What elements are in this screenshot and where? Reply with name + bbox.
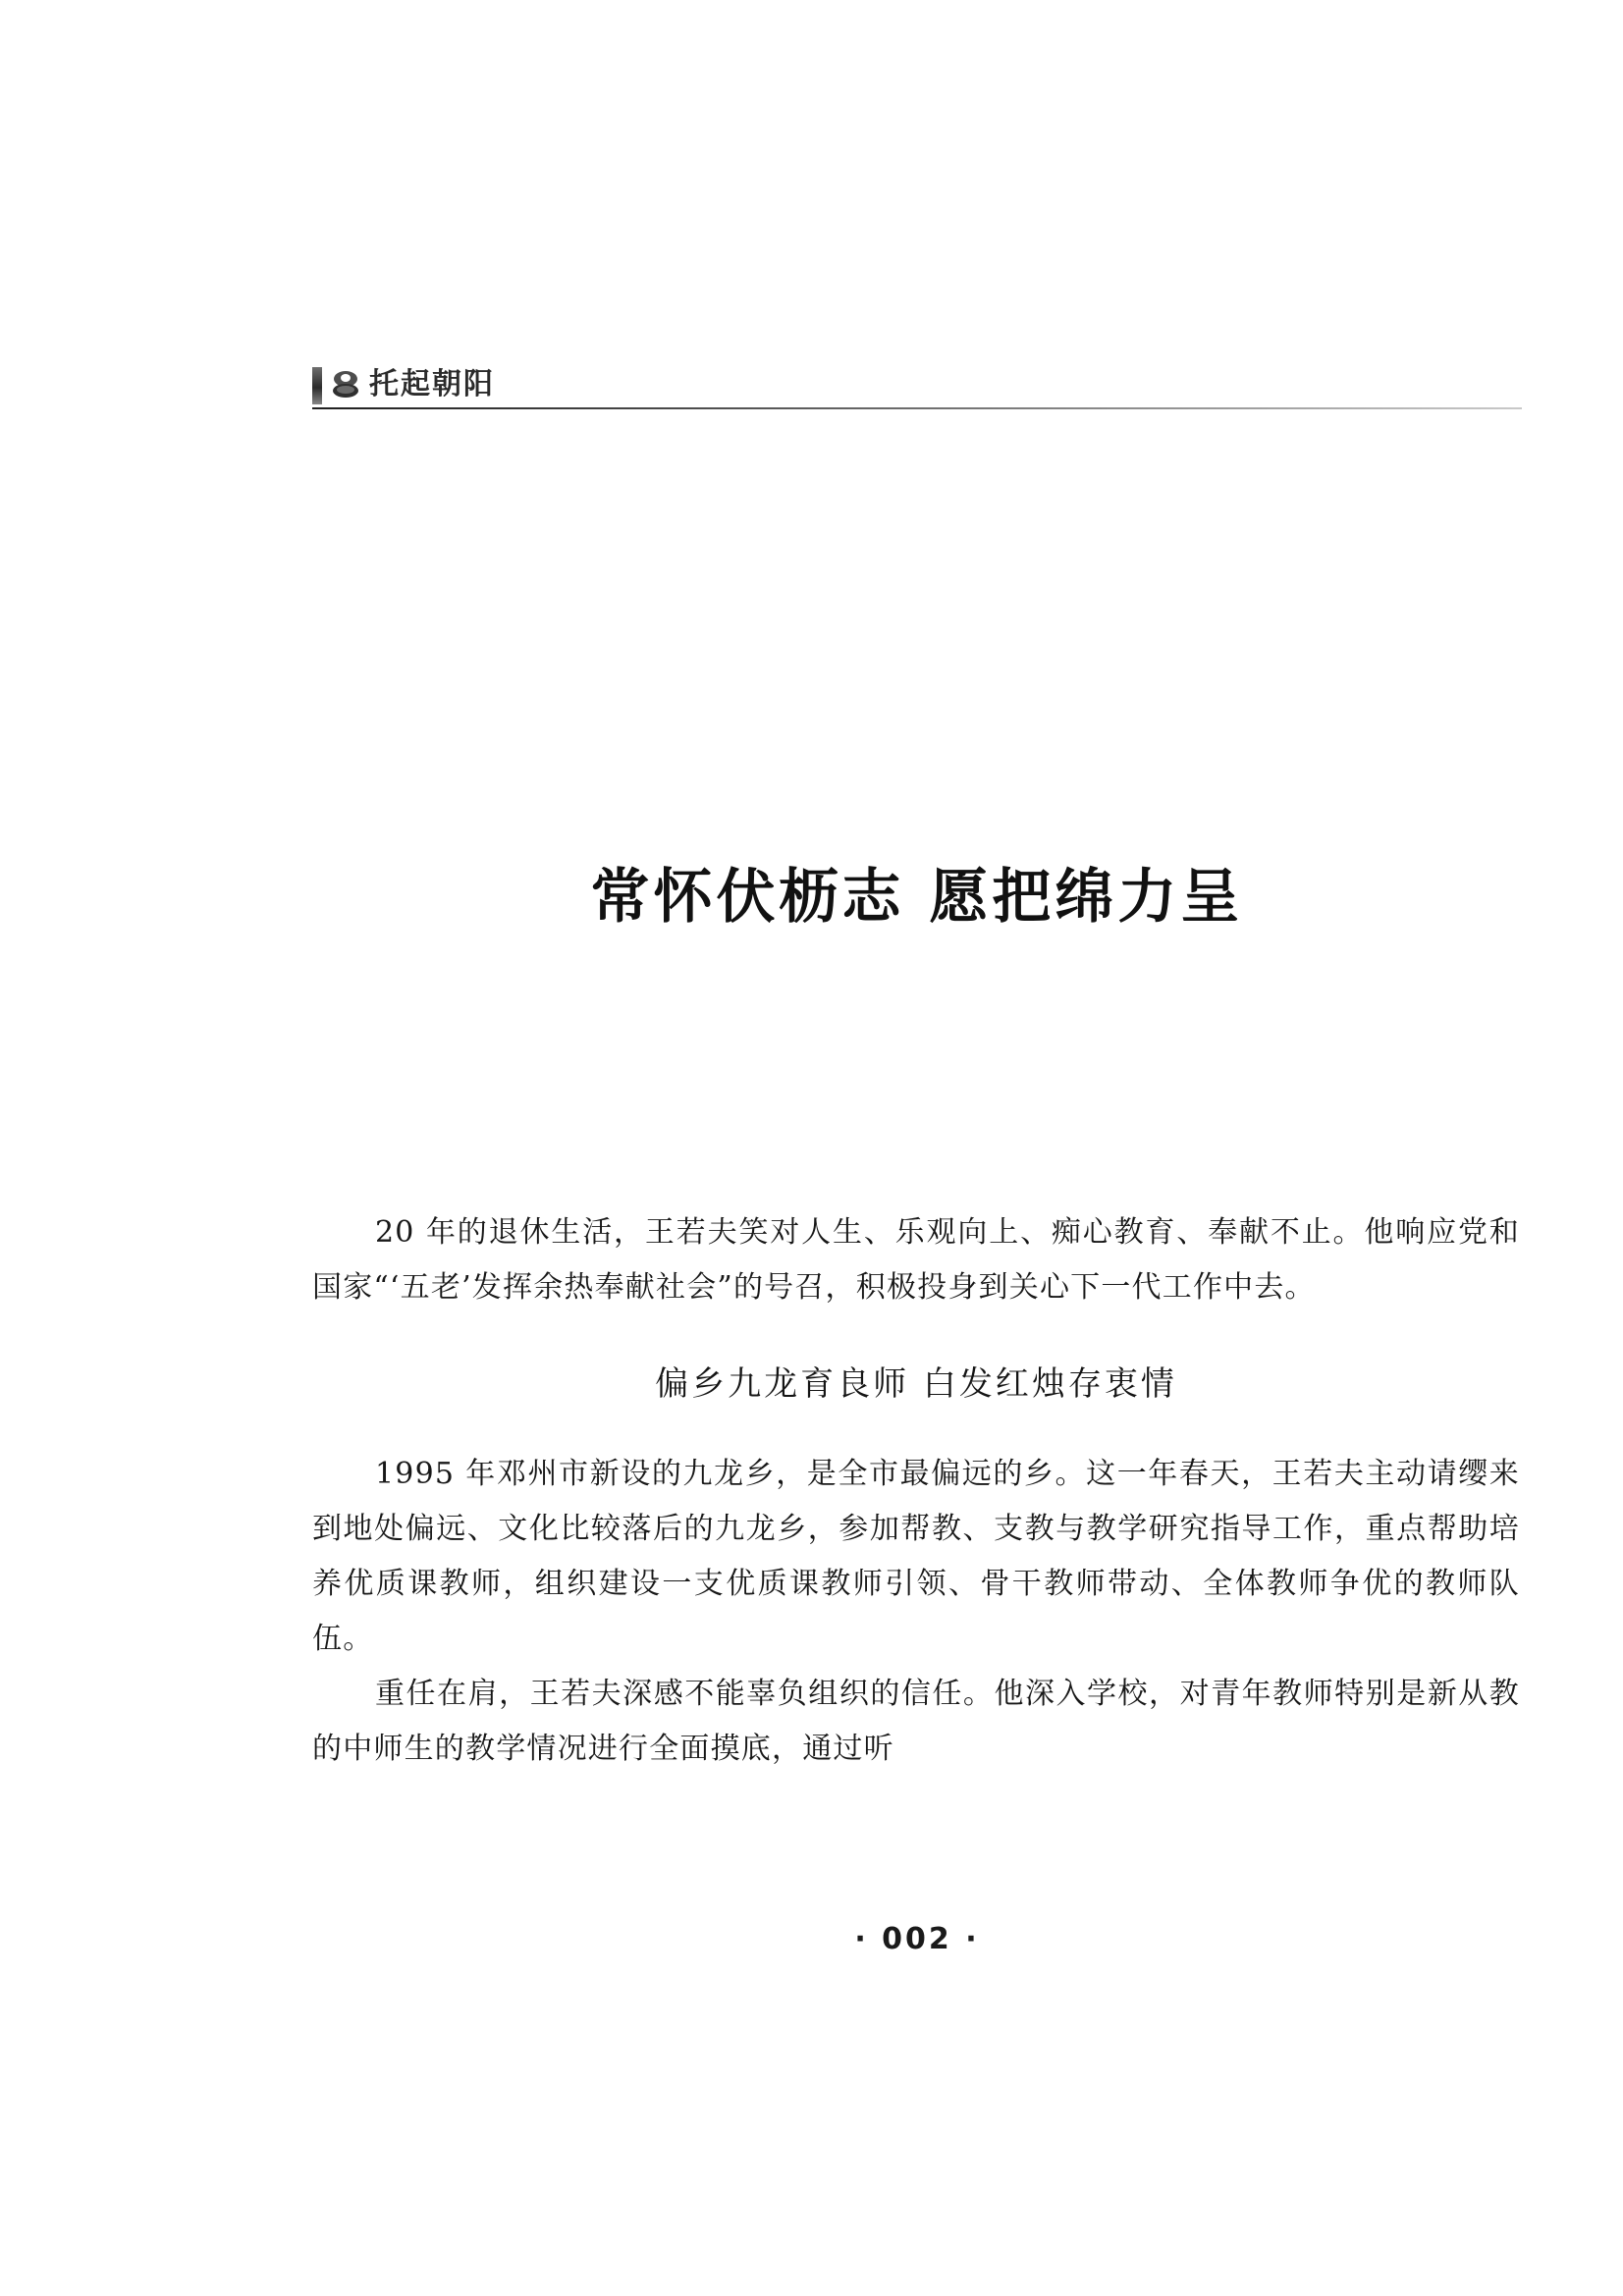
page-number: · 002 · <box>854 1922 980 1956</box>
page-title: 常怀伏枥志 愿把绵力呈 <box>590 863 1244 932</box>
paragraph: 20 年的退休生活，王若夫笑对人生、乐观向上、痴心教育、奉献不止。他响应党和国家“‘五老’发挥余热奉献社会”的号召，积极投身到关心下一代工作中去。 <box>312 1215 1520 1305</box>
running-header-title: 托起朝阳 <box>369 367 495 401</box>
header-divider <box>312 407 1522 409</box>
header-accent-bar <box>312 367 322 404</box>
flower-ornament-icon <box>328 368 363 401</box>
paragraph: 1995 年邓州市新设的九龙乡，是全市最偏远的乡。这一年春天，王若夫主动请缨来到地处偏远、文化比较落后的九龙乡，参加帮教、支教与教学研究指导工作，重点帮助培养优质课教师，组织建设一支优质课教师引领、骨干教师带动、全体教师争优的教师队伍。 <box>312 1457 1520 1656</box>
running-header <box>312 365 1522 410</box>
article-body <box>312 1205 1520 1777</box>
section-subheading: 偏乡九龙育良师 白发红烛存衷情 <box>655 1364 1177 1404</box>
paragraph: 重任在肩，王若夫深感不能辜负组织的信任。他深入学校，对青年教师特别是新从教的中师生的教学情况进行全面摸底，通过听 <box>312 1677 1520 1766</box>
